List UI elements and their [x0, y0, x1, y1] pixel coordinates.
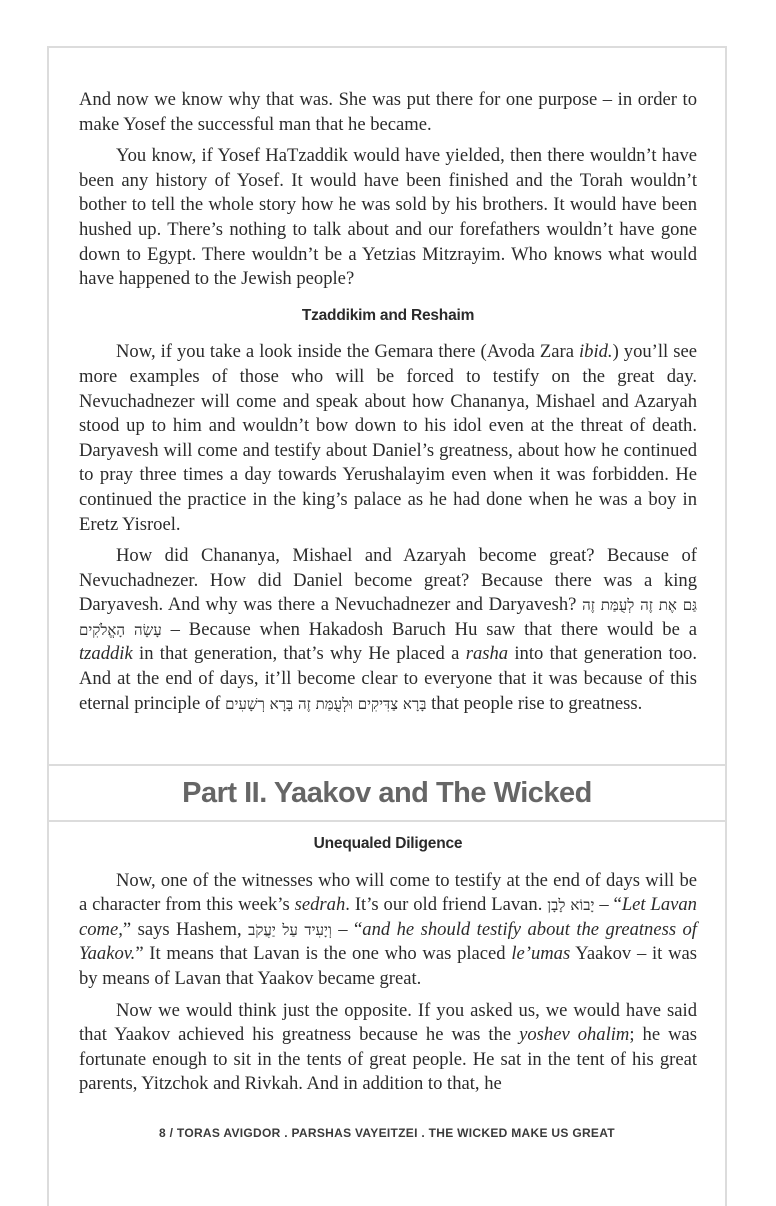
- text-run: How did Chananya, Mishael and Azaryah become great? Because of Nevuchadnezer. How did Daniel become great? Because there was a king Daryavesh. And why was there a Nevuchadnezer and Daryavesh?: [79, 545, 697, 616]
- hebrew-quote: יָבוֹא לָבָן: [547, 896, 595, 915]
- paragraph-2: You know, if Yosef HaTzaddik would have yielded, then there wouldn’t have been any history of Yosef. It would have been finished and the Torah wouldn’t bother to tell the whole story how he was sold by his brothers. It would have been hushed up. There’s nothing to talk about and our forefathers wouldn’t have gone down to Egypt. There wouldn’t be a Yetzias Mitzrayim. Who knows what would have happened to the Jewish people?: [79, 145, 697, 290]
- italic-run: and he should testify about the greatness of Yaakov.: [79, 918, 697, 965]
- italic-run: Let Lavan come,: [79, 894, 697, 940]
- text-run: – “: [331, 918, 363, 940]
- text-run: – Because when Hakadosh Baruch Hu saw that there would be a: [161, 618, 697, 640]
- part-title: Part II. Yaakov and The Wicked: [182, 776, 592, 809]
- italic-run: yoshev ohalim: [519, 1024, 630, 1046]
- subheading-tzaddikim-and-reshaim: Tzaddikim and Reshaim: [301, 306, 475, 324]
- text-run: Yaakov – it was by means of Lavan that Yaakov became great.: [79, 943, 697, 989]
- subheading-unequaled-diligence: Unequaled Diligence: [313, 835, 463, 852]
- text-run: ” says Hashem,: [122, 918, 249, 940]
- paragraph-1: And now we know why that was. She was put there for one purpose – in order to make Yosef the successful man that he became.: [79, 89, 697, 135]
- paragraph-5: [79, 869, 697, 992]
- text-run: in that generation, that’s why He placed a: [132, 643, 466, 665]
- hebrew-quote: בָּרָא צַדִּיקִים וּלְעֻמַּת זֶה בָּרָא רְשָׁעִים: [225, 694, 427, 713]
- italic-run: rasha: [465, 643, 509, 665]
- italic-run: ibid.: [579, 341, 613, 363]
- hebrew-quote: וְיָעִיד עַל יַעֲקֹב: [248, 920, 332, 939]
- text-run: into that generation too. And at the end of days, it’ll become clear to everyone that it was because of this eternal principle of: [79, 643, 697, 714]
- text-run: – “: [594, 894, 622, 916]
- text-run: ; he was fortunate enough to sit in the tents of great people. He sat in the tent of his great parents, Yitzchok and Rivkah. And in addition to that, he: [79, 1024, 698, 1095]
- text-run: Now, one of the witnesses who will come to testify at the end of days will be a character from this week’s: [79, 869, 697, 916]
- bottom-text-block: [79, 832, 697, 1104]
- italic-run: le’umas: [511, 943, 571, 965]
- paragraph-6: [79, 999, 697, 1097]
- paragraph-3: [79, 340, 697, 537]
- italic-run: tzaddik: [79, 643, 133, 665]
- text-run: that people rise to greatness.: [426, 692, 643, 714]
- text-run: Now we would think just the opposite. If you asked us, we would have said that Yaakov achieved his greatness because he was the: [79, 999, 697, 1046]
- part-heading-band: [47, 764, 727, 822]
- hebrew-quote: גַּם אֶת זֶה לְעֻמַּת זֶה עָשָׂה הָאֱלֹקִים: [79, 596, 698, 639]
- text-run: . It’s our old friend Lavan.: [345, 894, 548, 916]
- text-run: Now, if you take a look inside the Gemara there (Avoda Zara: [116, 341, 579, 363]
- paragraph-4: [79, 544, 697, 716]
- text-run: ” It means that Lavan is the one who was placed: [135, 943, 512, 965]
- top-text-block: [79, 88, 697, 723]
- page-footer: 8 / TORAS AVIGDOR . PARSHAS VAYEITZEI . THE WICKED MAKE US GREAT: [159, 1126, 615, 1140]
- italic-run: sedrah: [294, 894, 346, 916]
- text-run: ) you’ll see more examples of those who will be forced to testify on the great day. Nevuchadnezer will come and speak about how Chananya, Mishael and Azaryah stood up to him and wouldn’t bow down to his idol even at the threat of death. Daryavesh will come and testify about Daniel’s greatness, about how he continued to pray three times a day towards Yerushalayim even when it was forbidden. He continued the practice in the king’s palace as he had done when he was a boy in Eretz Yisroel.: [79, 341, 697, 535]
